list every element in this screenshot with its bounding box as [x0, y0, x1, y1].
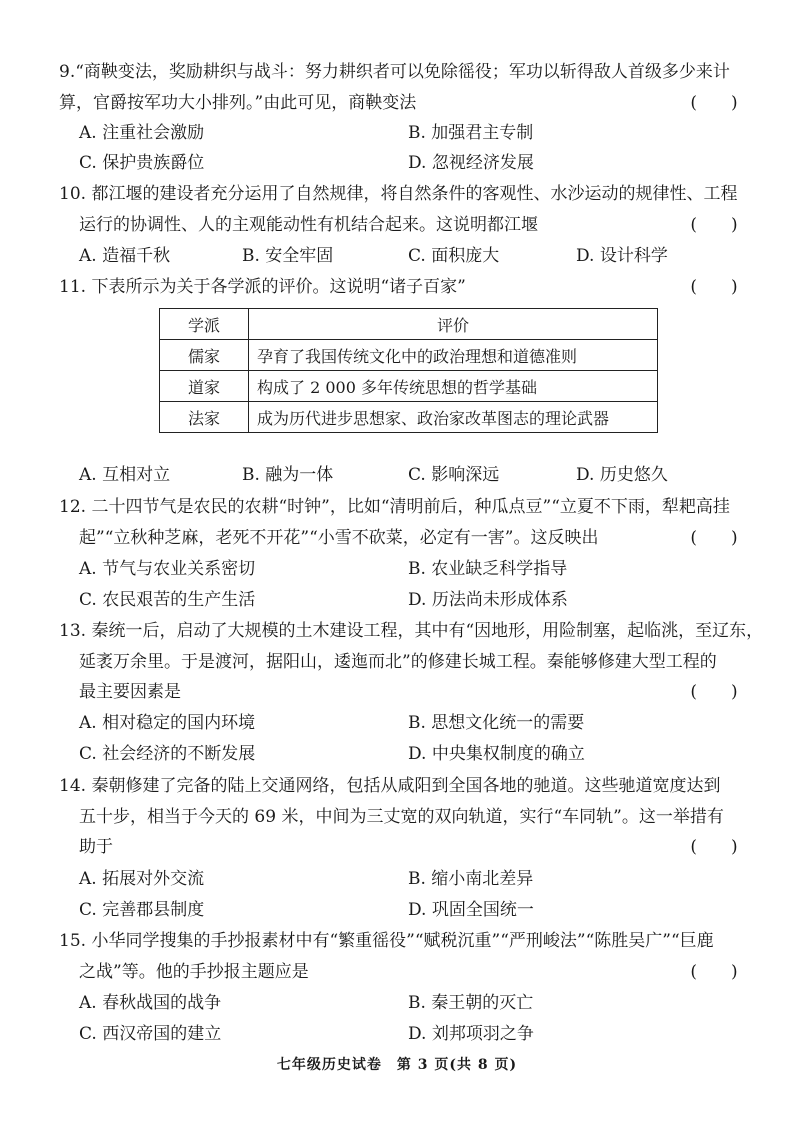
school-evaluation-table — [159, 308, 658, 433]
q14-stem-line2: 五十步，相当于今天的 69 米，中间为三丈宽的双向轨道，实行“车同轨”。这一举措有 — [79, 807, 724, 827]
q13-option-a: A. 相对稳定的国内环境 — [79, 713, 256, 733]
table-cell-school: 法家 — [160, 402, 249, 433]
q10-option-b: B. 安全牢固 — [242, 246, 334, 266]
q14-answer-blank: ( ) — [690, 837, 738, 857]
q12-option-c: C. 农民艰苦的生产生活 — [79, 590, 256, 610]
q10-option-d: D. 设计科学 — [576, 246, 668, 266]
q14-stem-line1: 14. 秦朝修建了完备的陆上交通网络，包括从咸阳到全国各地的驰道。这些驰道宽度达到 — [59, 776, 721, 796]
q13-option-b: B. 思想文化统一的需要 — [408, 713, 585, 733]
q10-stem-line1: 10. 都江堰的建设者充分运用了自然规律，将自然条件的客观性、水沙运动的规律性、工程 — [59, 184, 738, 204]
table-row — [160, 371, 658, 402]
q12-stem-line2: 起”“立秋种芝麻，老死不开花”“小雪不砍菜，必定有一害”。这反映出 — [79, 528, 599, 548]
q11-option-a: A. 互相对立 — [79, 465, 171, 485]
table-header-evaluation: 评价 — [249, 309, 658, 340]
q12-option-d: D. 历法尚未形成体系 — [408, 590, 568, 610]
table-row — [160, 402, 658, 433]
q10-option-a: A. 造福千秋 — [79, 246, 171, 266]
q11-answer-blank: ( ) — [690, 277, 738, 297]
q14-option-c: C. 完善郡县制度 — [79, 900, 205, 920]
q9-stem-line2: 算，官爵按军功大小排列。”由此可见，商鞅变法 — [59, 93, 417, 113]
q9-answer-blank: ( ) — [690, 93, 738, 113]
table-cell-evaluation: 构成了 2 000 多年传统思想的哲学基础 — [249, 371, 658, 402]
q10-option-c: C. 面积庞大 — [408, 246, 500, 266]
q13-option-d: D. 中央集权制度的确立 — [408, 744, 585, 764]
q9-option-c: C. 保护贵族爵位 — [79, 153, 205, 173]
q10-answer-blank: ( ) — [690, 215, 738, 235]
q11-option-b: B. 融为一体 — [242, 465, 334, 485]
q15-answer-blank: ( ) — [690, 962, 738, 982]
q13-stem-line3: 最主要因素是 — [79, 682, 181, 702]
q15-option-c: C. 西汉帝国的建立 — [79, 1024, 222, 1044]
table-cell-school: 道家 — [160, 371, 249, 402]
q13-stem-line2: 延袤万余里。于是渡河，据阳山，逶迤而北”的修建长城工程。秦能够修建大型工程的 — [79, 652, 717, 672]
q9-option-b: B. 加强君主专制 — [408, 123, 534, 143]
q14-option-d: D. 巩固全国统一 — [408, 900, 534, 920]
q13-stem-line1: 13. 秦统一后，启动了大规模的土木建设工程，其中有“因地形，用险制塞，起临洮，至辽东， — [59, 621, 764, 641]
q13-answer-blank: ( ) — [690, 682, 738, 702]
table-cell-evaluation: 成为历代进步思想家、政治家改革图志的理论武器 — [249, 402, 658, 433]
q12-answer-blank: ( ) — [690, 528, 738, 548]
q15-option-a: A. 春秋战国的战争 — [79, 993, 222, 1013]
table-header-school: 学派 — [160, 309, 249, 340]
q9-stem-line1: 9.“商鞅变法，奖励耕织与战斗：努力耕织者可以免除徭役；军功以斩得敌人首级多少来计 — [59, 62, 730, 82]
q11-option-d: D. 历史悠久 — [576, 465, 668, 485]
q9-option-d: D. 忽视经济发展 — [408, 153, 534, 173]
q11-stem-line1: 11. 下表所示为关于各学派的评价。这说明“诸子百家” — [59, 277, 466, 297]
table-cell-school: 儒家 — [160, 340, 249, 371]
q12-option-b: B. 农业缺乏科学指导 — [408, 559, 568, 579]
q15-option-d: D. 刘邦项羽之争 — [408, 1024, 534, 1044]
q12-option-a: A. 节气与农业关系密切 — [79, 559, 256, 579]
q15-stem-line1: 15. 小华同学搜集的手抄报素材中有“繁重徭役”“赋税沉重”“严刑峻法”“陈胜吴广”“巨鹿 — [59, 931, 714, 951]
q12-stem-line1: 12. 二十四节气是农民的农耕“时钟”，比如“清明前后，种瓜点豆”“立夏不下雨，犁耙高挂 — [59, 497, 730, 517]
table-cell-evaluation: 孕育了我国传统文化中的政治理想和道德准则 — [249, 340, 658, 371]
q14-stem-line3: 助于 — [79, 837, 113, 857]
q15-stem-line2: 之战”等。他的手抄报主题应是 — [79, 962, 309, 982]
q10-stem-line2: 运行的协调性、人的主观能动性有机结合起来。这说明都江堰 — [79, 215, 538, 235]
q14-option-a: A. 拓展对外交流 — [79, 869, 205, 889]
q11-option-c: C. 影响深远 — [408, 465, 500, 485]
table-row — [160, 340, 658, 371]
q9-option-a: A. 注重社会激励 — [79, 123, 205, 143]
page-footer: 七年级历史试卷 第 3 页(共 8 页) — [276, 1057, 518, 1073]
q14-option-b: B. 缩小南北差异 — [408, 869, 534, 889]
table-header-row — [160, 309, 658, 340]
q15-option-b: B. 秦王朝的灭亡 — [408, 993, 534, 1013]
q13-option-c: C. 社会经济的不断发展 — [79, 744, 256, 764]
